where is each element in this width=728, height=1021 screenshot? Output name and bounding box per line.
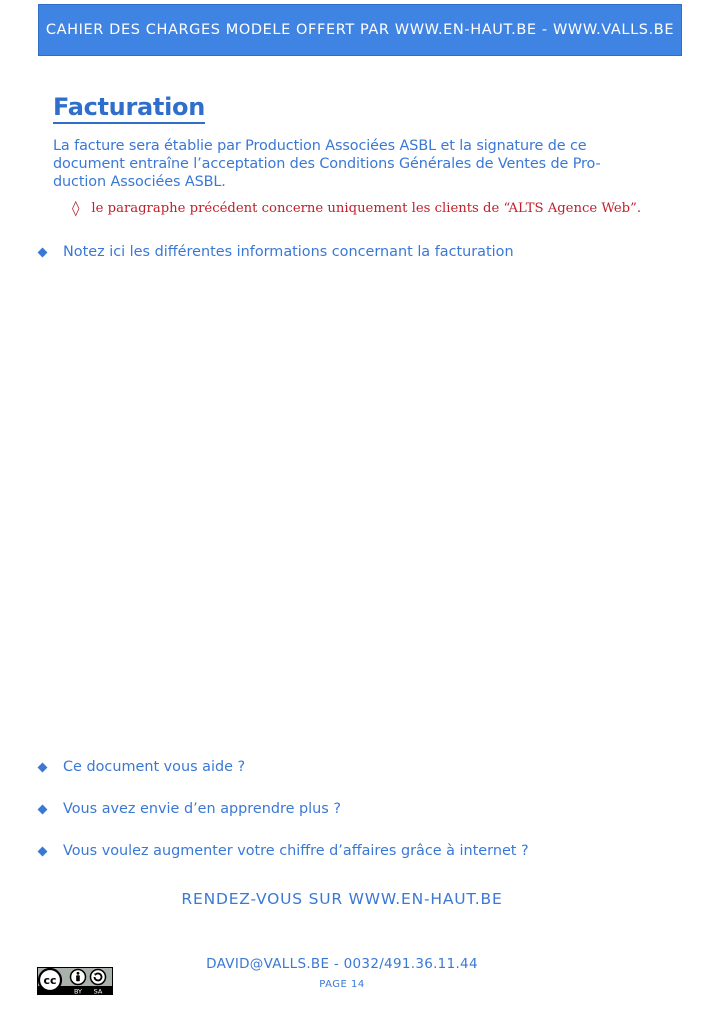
cc-logo-text: cc <box>43 974 57 987</box>
list-item-text: Vous avez envie d’en apprendre plus ? <box>63 801 342 817</box>
page-number: PAGE 14 <box>319 979 365 990</box>
diamond-bullet-icon <box>38 846 48 856</box>
list-item-text: Notez ici les différentes informations concernant la facturation <box>63 244 514 260</box>
sa-label: SA <box>93 987 103 995</box>
diamond-bullet-icon <box>38 247 48 257</box>
billing-paragraph: La facture sera établie par Production Associées ASBL et la signature de ce document entraîne l’acceptation des Conditions Générales de Ventes de Pro-duction Associées ASBL. <box>53 138 601 190</box>
header-bar <box>38 4 682 56</box>
contact-info: DAVID@VALLS.BE - 0032/491.36.11.44 <box>206 956 478 972</box>
note-line <box>72 199 641 217</box>
note-text: le paragraphe précédent concerne uniquement les clients de “ALTS Agence Web”. <box>91 200 642 216</box>
header-text: CAHIER DES CHARGES MODELE OFFERT PAR WWW.EN-HAUT.BE - WWW.VALLS.BE <box>45 22 675 38</box>
section-title: Facturation <box>53 92 205 124</box>
list-item <box>37 244 514 260</box>
list-item-text: Ce document vous aide ? <box>63 759 246 775</box>
call-to-action: RENDEZ-VOUS SUR WWW.EN-HAUT.BE <box>181 890 503 908</box>
list-item-text: Vous voulez augmenter votre chiffre d’affaires grâce à internet ? <box>63 843 529 859</box>
list-item <box>37 843 529 859</box>
list-item <box>37 759 245 775</box>
diamond-bullet-icon <box>38 804 48 814</box>
diamond-bullet-icon <box>38 762 48 772</box>
diamond-outline-icon: ◊ <box>72 199 80 217</box>
list-item <box>37 801 341 817</box>
creative-commons-by-sa-icon <box>37 967 113 995</box>
by-label: BY <box>73 987 83 995</box>
